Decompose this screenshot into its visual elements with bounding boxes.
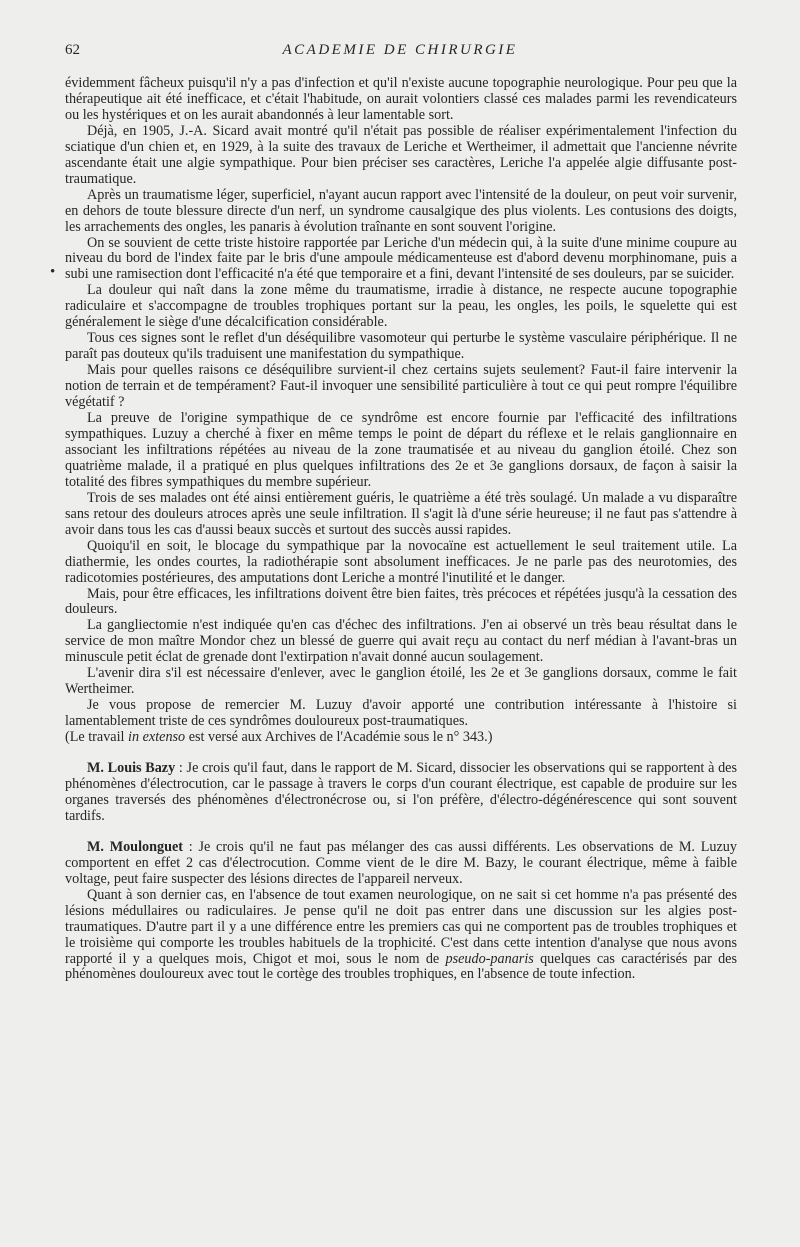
paragraph: La douleur qui naît dans la zone même du traumatisme, irradie à distance, ne respecte aucune topographie radiculaire et s'accompagne de troubles trophiques portant sur la peau, les ongles, les poils, le squelette qui est généralement le siège d'une décalcification considérable. bbox=[65, 282, 737, 331]
paragraph bbox=[65, 698, 737, 746]
paragraph: La gangliectomie n'est indiquée qu'en cas d'échec des infiltrations. J'en ai observé un très beau résultat dans le service de mon maître Mondor chez un blessé de guerre qui avait reçu au contact du nerf médian à l'avant-bras un minuscule petit éclat de grenade dont l'extirpation n'avait donné aucun soulagement. bbox=[65, 617, 737, 666]
paragraph: L'avenir dira s'il est nécessaire d'enlever, avec le ganglion étoilé, les 2e et 3e ganglions dorsaux, comme le fait Wertheimer. bbox=[65, 665, 737, 698]
discussion-bazy: M. Louis Bazy : Je crois qu'il faut, dans le rapport de M. Sicard, dissocier les observations qui se rapportent à des phénomènes d'électrocution, car le passage à travers le corps d'un courant électrique, est capable de produire sur les organes traversés des phénomènes d'électronécrose ou, si l'on préfère, d'électro-dégénérescence qui sont souvent tardifs. bbox=[65, 760, 737, 824]
archive-note-after: est versé aux Archives de l'Académie sous le n° 343.) bbox=[185, 729, 493, 746]
closing-sentence: Je vous propose de remercier M. Luzuy d'avoir apporté une contribution intéressante à l'histoire si lamentablement triste de ces syndrômes douloureux post-traumatiques. bbox=[65, 697, 737, 730]
paragraph: La preuve de l'origine sympathique de ce syndrôme est encore fournie par l'efficacité des infiltrations sympathiques. Luzuy a cherché à fixer en même temps le point de départ du réflexe et le relais ganglionnaire en associant les infiltrations répétées au niveau de la zone traumatisée et au niveau du ganglion étoilé. Chez son quatrième malade, il a pratiqué en plus quelques infiltrations des 2e et 3e ganglions dorsaux, de façon à saisir la totalité des fibres sympathiques du membre supérieur. bbox=[65, 410, 737, 490]
paragraph: Mais, pour être efficaces, les infiltrations doivent être bien faites, très précoces et répétées jusqu'à la cessation des douleurs. bbox=[65, 585, 737, 618]
page-header bbox=[65, 42, 735, 64]
archive-note-before: (Le travail bbox=[65, 729, 129, 746]
paragraph: évidemment fâcheux puisqu'il n'y a pas d'infection et qu'il n'existe aucune topographie neurologique. Pour peu que la thérapeutique ait été inefficace, et c'était l'habitude, on aurait volontiers classé ces malades parmi les revendicateurs ou les hystériques et on les aurait abandonnés à leur lamentable sort. bbox=[65, 75, 737, 123]
paragraph: Quoiqu'il en soit, le blocage du sympathique par la novocaïne est actuellement le seul traitement utile. La diathermie, les ondes courtes, la radiothérapie sont absolument inefficaces. Je ne parle pas des neurotomies, des radicotomies postérieures, des amputations dont Leriche a montré l'inutilité et le danger. bbox=[65, 537, 737, 586]
margin-bullet-mark: • bbox=[50, 264, 56, 280]
speaker-name: M. Louis Bazy bbox=[87, 760, 176, 777]
italic-term: pseudo-panaris bbox=[445, 950, 534, 967]
paragraph: Mais pour quelles raisons ce déséquilibre survient-il chez certains sujets seulement? Faut-il faire intervenir la notion de terrain et de tempérament? Faut-il invoquer une sensibilité particulière à tout ce qui peut rompre l'équilibre végétatif ? bbox=[65, 362, 737, 411]
article-body bbox=[65, 76, 737, 983]
paragraph: Trois de ses malades ont été ainsi entièrement guéris, le quatrième a été très soulagé. Un malade a vu disparaître sans retour des douleurs atroces après une seule infiltration. Il s'agit là d'une série heureuse; il ne faut pas s'attendre à avoir dans tous les cas d'aussi beaux succès et surtout des succès aussi rapides. bbox=[65, 489, 737, 538]
paragraph: Tous ces signes sont le reflet d'un déséquilibre vasomoteur qui perturbe le système vasculaire périphérique. Il ne paraît pas douteux qu'ils traduisent une manifestation du sympathique. bbox=[65, 330, 737, 363]
discussion-moulonguet-continued bbox=[65, 888, 737, 984]
discussion-text: Je crois qu'il faut, dans le rapport de M. Sicard, dissocier les observations qui se rapportent à des phénomènes d'électrocution, car le passage à travers le corps d'un courant électrique, est capable de produire sur les organes traversés des phénomènes d'électronécrose ou, si l'on préfère, d'électro-dégénérescence qui sont souvent tardifs. bbox=[65, 760, 737, 824]
paragraph: Déjà, en 1905, J.-A. Sicard avait montré qu'il n'était pas possible de réaliser expérimentalement l'infection du sciatique d'un chien et, en 1929, à la suite des travaux de Leriche et Wertheimer, il admettait que l'ancienne névrite ascendante était une algie sympathique. Pour bien préciser ses caractères, Leriche l'a appelée algie diffusante post-traumatique. bbox=[65, 122, 737, 187]
archive-note-italic: in extenso bbox=[128, 729, 186, 746]
discussion-moulonguet: M. Moulonguet : Je crois qu'il ne faut pas mélanger des cas aussi différents. Les observations de M. Luzuy comportent en effet 2 cas d'électrocution. Comme vient de le dire M. Bazy, le courant électrique, même à faible voltage, peut faire suspecter des lésions directes de l'appareil nerveux. bbox=[65, 838, 737, 887]
discussion-text: Je crois qu'il ne faut pas mélanger des cas aussi différents. Les observations de M. Luzuy comportent en effet 2 cas d'électrocution. Comme vient de le dire M. Bazy, le courant électrique, même à faible voltage, peut faire suspecter des lésions directes de l'appareil nerveux. bbox=[65, 838, 737, 887]
discussion-text: Quant à son dernier cas, en l'absence de tout examen neurologique, on ne sait si cet homme n'a pas présenté des lésions médullaires ou radiculaires. Je pense qu'il ne doit pas entrer dans une discussion sur les algies post-traumatiques. D'autre part il y a une différence entre les premiers cas qui ne comportent pas de troubles trophiques et le troisième qui comporte les troubles habituels de la trophicité. C'est dans cette intention d'analyse que nous avons rapporté il y a quelques mois, Chigot et moi, sous le nom de bbox=[65, 886, 737, 967]
discussion-text-end: quelques cas caractérisés par des phénomènes douloureux avec tout le cortège des troubles trophiques, en l'absence de toute infection. bbox=[65, 950, 738, 983]
speaker-name: M. Moulonguet bbox=[87, 838, 183, 855]
paragraph: On se souvient de cette triste histoire rapportée par Leriche d'un médecin qui, à la suite d'une minime coupure au niveau du bord de l'index faite par le bris d'une ampoule médicamenteuse est d'abord devenu morphinomane, puis a subi une ramisection dont l'efficacité n'a été que temporaire et a fini, devant l'intensité de ses douleurs, par se suicider. bbox=[65, 234, 737, 283]
running-title: ACADEMIE DE CHIRURGIE bbox=[282, 42, 518, 58]
page-number: 62 bbox=[65, 42, 80, 58]
paragraph: Après un traumatisme léger, superficiel, n'ayant aucun rapport avec l'intensité de la douleur, on peut voir survenir, en dehors de toute blessure directe d'un nerf, un syndrome causalgique des plus violents. Les contusions des doigts, les arrachements des ongles, les panaris à évolution traînante en sont souvent l'origine. bbox=[65, 186, 737, 235]
